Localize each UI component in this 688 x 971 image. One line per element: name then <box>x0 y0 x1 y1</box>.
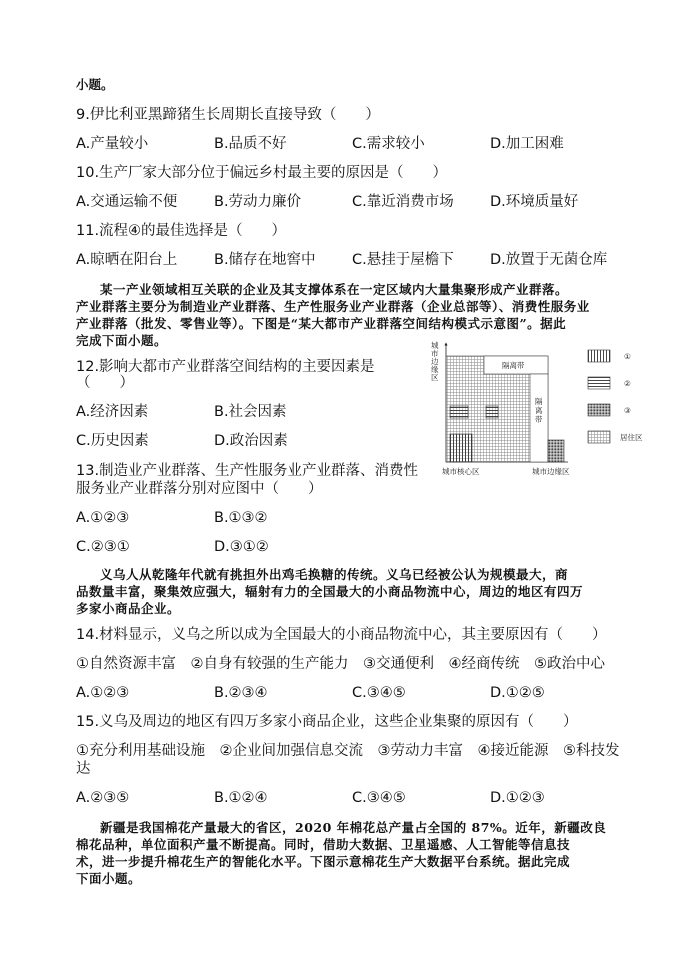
cluster-1-block <box>450 434 472 462</box>
q11-option-c: C.悬挂于屋檐下 <box>352 252 454 268</box>
cluster-2-block <box>486 406 498 418</box>
q10-option-c: C.靠近消费市场 <box>352 194 454 210</box>
question-13-stem-cont: 服务业产业群落分别对应图中（ ） <box>76 481 323 497</box>
question-14-choices: ①自然资源丰富 ②自身有较强的生产能力 ③交通便利 ④经商传统 ⑤政治中心 <box>76 656 605 672</box>
question-11-stem: 11.流程④的最佳选择是（ ） <box>76 223 287 239</box>
passage-industry-clusters <box>76 281 616 349</box>
q11-option-b: B.储存在地窖中 <box>214 252 316 268</box>
question-15-choices-cont: 达 <box>76 761 91 777</box>
question-15-choices: ①充分利用基础设施 ②企业间加强信息交流 ③劳动力丰富 ④接近能源 ⑤科技发 <box>76 743 620 759</box>
x-axis-label-core: 城市核心区 <box>442 467 480 476</box>
legend-swatch-3 <box>588 404 610 416</box>
passage3-line: 多家小商品企业。 <box>76 601 181 616</box>
intro-tail: 小题。 <box>76 77 114 92</box>
q12-option-a: A.经济因素 <box>76 404 149 420</box>
question-13-stem: 13.制造业产业群落、生产性服务业产业群落、消费性 <box>76 463 419 479</box>
q11-option-a: A.晾晒在阳台上 <box>76 252 178 268</box>
q13-option-a: A.①②③ <box>76 510 130 526</box>
q14-option-b: B.②③④ <box>214 685 268 701</box>
passage2-line: 产业群落主要分为制造业产业群落、生产性服务业产业群落（企业总部等）、消费性服务业 <box>76 299 590 314</box>
question-14-stem: 14.材料显示，义乌之所以成为全国最大的小商品物流中心，其主要原因有（ ） <box>76 627 607 643</box>
question-15-stem: 15.义乌及周边的地区有四万多家小商品企业，这些企业集聚的原因有（ ） <box>76 714 578 730</box>
passage3-line: 品数量丰富，聚集效应强大，辐射有力的全国最大的小商品物流中心，周边的地区有四万 <box>76 584 584 599</box>
q11-option-d: D.放置于无菌仓库 <box>490 252 608 268</box>
q14-option-c: C.③④⑤ <box>352 685 406 701</box>
legend-label-3: ③ <box>624 406 631 415</box>
q12-option-c: C.历史因素 <box>76 433 149 449</box>
x-axis-label-edge: 城市边缘区 <box>532 467 570 476</box>
legend-label-1: ① <box>624 352 631 361</box>
legend-label-residential: 居住区 <box>620 433 643 442</box>
q15-option-a: A.②③⑤ <box>76 790 130 806</box>
q14-option-a: A.①②③ <box>76 685 130 701</box>
industry-cluster-diagram <box>428 340 648 480</box>
passage2-line: 某一产业领域相互关联的企业及其支撑体系在一定区域内大量集聚形成产业群落。 <box>100 282 569 297</box>
q15-option-b: B.①②④ <box>214 790 268 806</box>
cluster-2-block <box>450 406 468 418</box>
q9-option-b: B.品质不好 <box>214 136 287 152</box>
y-axis-label: 城市边缘区 <box>431 341 439 382</box>
q13-option-d: D.③①② <box>214 539 269 555</box>
isolation-belt-top-label: 隔离带 <box>502 361 525 370</box>
passage-xinjiang-cotton <box>76 819 616 887</box>
passage4-line: 下面小题。 <box>76 871 142 886</box>
passage3-line: 义乌人从乾隆年代就有挑担外出鸡毛换糖的传统。义乌已经被公认为规模最大，商 <box>100 567 569 582</box>
q9-option-c: C.需求较小 <box>352 136 425 152</box>
q10-option-d: D.环境质量好 <box>490 194 579 210</box>
passage4-line: 棉花品种，单位面积产量不断提高。同时，借助大数据、卫星遥感、人工智能等信息技 <box>76 837 571 852</box>
question-9-stem: 9.伊比利亚黑蹄猪生长周期长直接导致（ ） <box>76 107 380 123</box>
question-10-stem: 10.生产厂家大部分位于偏远乡村最主要的原因是（ ） <box>76 165 448 181</box>
q13-option-c: C.②③① <box>76 539 130 555</box>
passage4-line: 术，进一步提升棉花生产的智能化水平。下图示意棉花生产大数据平台系统。据此完成 <box>76 854 571 869</box>
question-12-stem: 12.影响大都市产业群落空间结构的主要因素是 <box>76 359 375 375</box>
q10-option-b: B.劳动力廉价 <box>214 194 302 210</box>
passage2-line: 产业群落（批发、零售业等）。下图是“某大都市产业群落空间结构模式示意图”。据此 <box>76 316 567 331</box>
q9-option-a: A.产量较小 <box>76 136 149 152</box>
passage2-line: 完成下面小题。 <box>76 333 168 348</box>
q10-option-a: A.交通运输不便 <box>76 194 178 210</box>
legend-swatch-1 <box>588 350 610 362</box>
q14-option-d: D.①②⑤ <box>490 685 545 701</box>
passage4-line: 新疆是我国棉花产量最大的省区，2020 年棉花总产量占全国的 87%。近年，新疆改良 <box>100 820 607 835</box>
q12-option-b: B.社会因素 <box>214 404 287 420</box>
passage-yiwu <box>76 566 616 617</box>
q12-option-d: D.政治因素 <box>214 433 288 449</box>
q9-option-d: D.加工困难 <box>490 136 564 152</box>
q13-option-b: B.①③② <box>214 510 268 526</box>
legend-label-2: ② <box>624 379 631 388</box>
cluster-3-block <box>548 440 564 462</box>
isolation-belt-side-label: 隔离带 <box>535 397 543 424</box>
legend-swatch-residential <box>588 431 610 443</box>
legend-swatch-2 <box>588 377 610 389</box>
q15-option-d: D.①②③ <box>490 790 545 806</box>
question-12-stem-cont: （ ） <box>76 375 134 391</box>
q15-option-c: C.③④⑤ <box>352 790 406 806</box>
